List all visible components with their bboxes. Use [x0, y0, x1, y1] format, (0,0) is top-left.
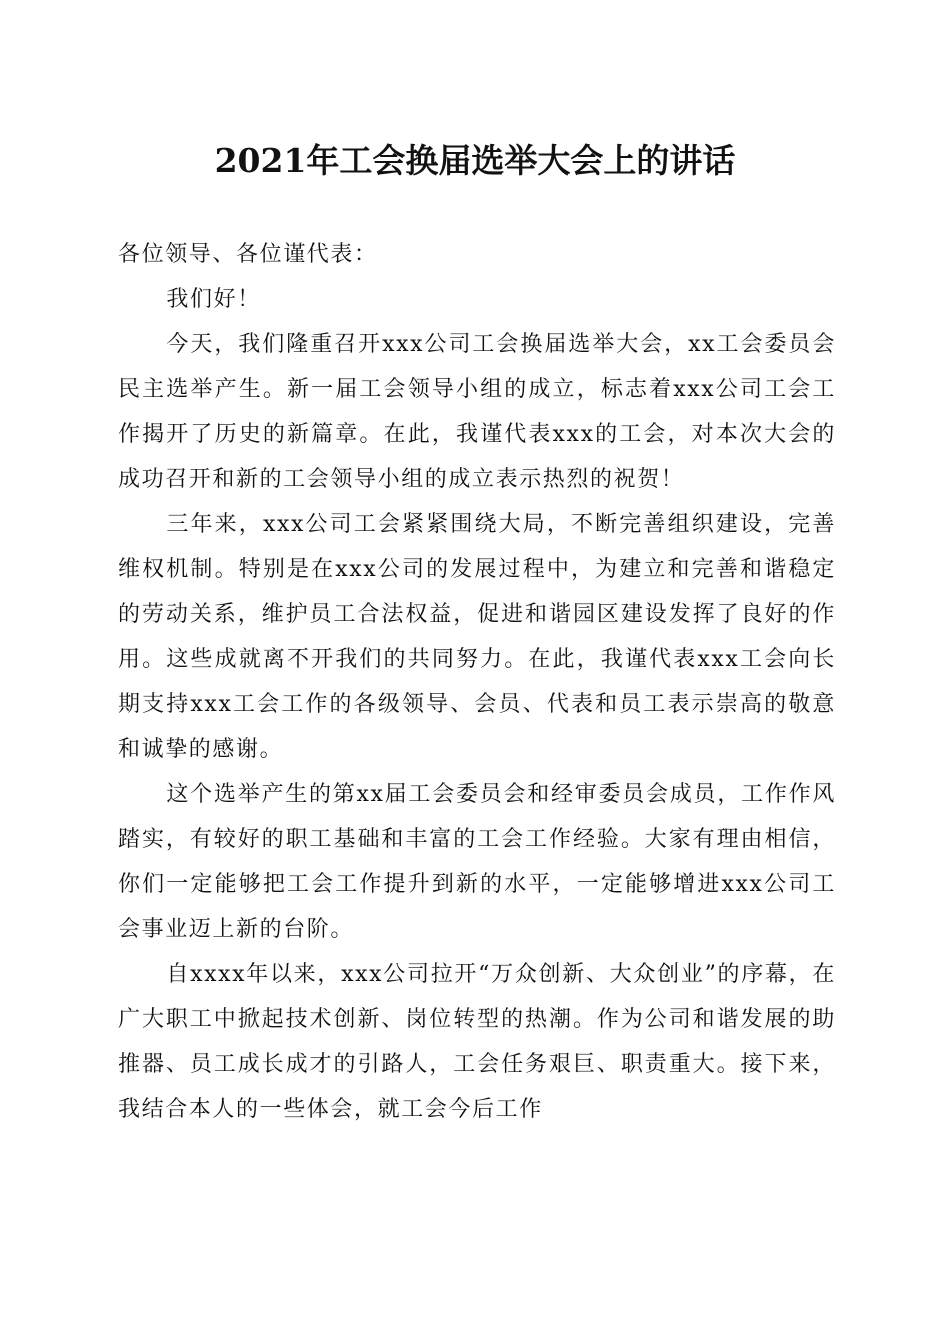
salutation: 各位领导、各位谨代表：: [118, 242, 378, 267]
paragraph-achievements: 三年来，xxx公司工会紧紧围绕大局，不断完善组织建设，完善维权机制。特别是在xxx公司的发展过程中，为建立和完善和谐稳定的劳动关系，维护员工合法权益，促进和谐园区建设发挥了良好的作用。这些成就离不开我们的共同努力。在此，我谨代表xxx工会向长期支持xxx工会工作的各级领导、会员、代表和员工表示崇高的敬意和诚挚的感谢。: [118, 512, 836, 762]
paragraph-new-committee: 这个选举产生的第xx届工会委员会和经审委员会成员，工作作风踏实，有较好的职工基础和丰富的工会工作经验。大家有理由相信，你们一定能够把工会工作提升到新的水平，一定能够增进xxx公司工会事业迈上新的台阶。: [118, 782, 836, 942]
document-body: [118, 232, 836, 1132]
paragraph-greeting: 我们好！: [166, 287, 261, 312]
paragraph-opening: 今天，我们隆重召开xxx公司工会换届选举大会，xx工会委员会民主选举产生。新一届工会领导小组的成立，标志着xxx公司工会工作揭开了历史的新篇章。在此，我谨代表xxx的工会，对本次大会的成功召开和新的工会领导小组的成立表示热烈的祝贺！: [118, 332, 836, 492]
document-title: 2021年工会换届选举大会上的讲话: [214, 141, 736, 180]
paragraph-future-work: 自xxxx年以来，xxx公司拉开“万众创新、大众创业”的序幕，在广大职工中掀起技术创新、岗位转型的热潮。作为公司和谐发展的助推器、员工成长成才的引路人，工会任务艰巨、职责重大。接下来，我结合本人的一些体会，就工会今后工作: [118, 962, 836, 1122]
